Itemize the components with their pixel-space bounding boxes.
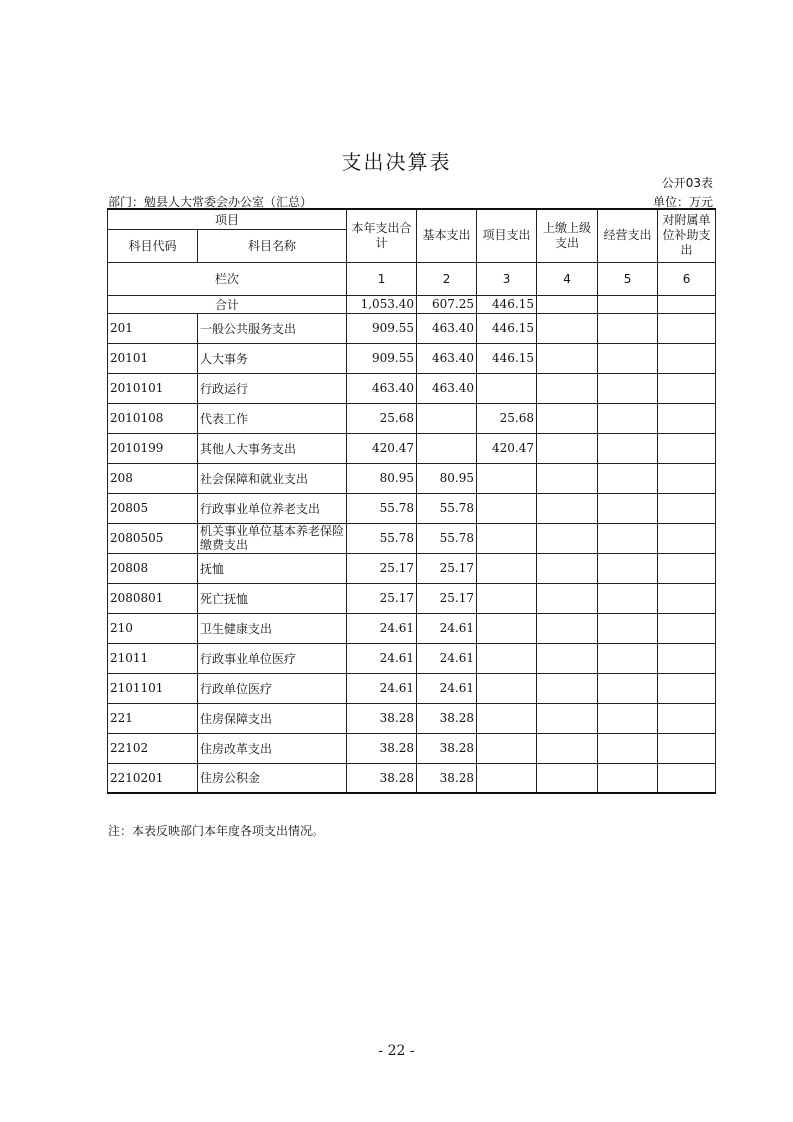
row-empty-cell (537, 343, 598, 373)
table-row (108, 703, 716, 733)
row-empty-cell (658, 703, 716, 733)
col-num-5: 5 (598, 262, 658, 295)
row-project (477, 643, 537, 673)
row-basic: 38.28 (417, 733, 477, 763)
row-project (477, 613, 537, 643)
row-total: 55.78 (347, 493, 417, 523)
row-total: 38.28 (347, 763, 417, 793)
row-empty-cell (537, 673, 598, 703)
header-item: 项目 (108, 209, 347, 229)
row-empty-cell (658, 583, 716, 613)
row-name: 卫生健康支出 (198, 613, 347, 643)
row-empty-cell (598, 763, 658, 793)
row-empty-cell (658, 523, 716, 553)
row-empty-cell (537, 493, 598, 523)
row-total: 38.28 (347, 703, 417, 733)
row-empty-cell (598, 373, 658, 403)
row-empty-cell (658, 343, 716, 373)
row-empty-cell (598, 553, 658, 583)
row-empty-cell (537, 313, 598, 343)
page-number: - 22 - (378, 1043, 415, 1059)
row-name: 死亡抚恤 (198, 583, 347, 613)
row-project: 446.15 (477, 313, 537, 343)
total-total: 1,053.40 (347, 295, 417, 313)
footnote: 注：本表反映部门本年度各项支出情况。 (108, 824, 325, 838)
row-empty-cell (598, 643, 658, 673)
table-row (108, 673, 716, 703)
row-code: 201 (108, 313, 198, 343)
row-project (477, 553, 537, 583)
row-empty-cell (658, 673, 716, 703)
col-num-6: 6 (658, 262, 716, 295)
row-code: 210 (108, 613, 198, 643)
row-project (477, 523, 537, 553)
table-row (108, 613, 716, 643)
row-code: 2210201 (108, 763, 198, 793)
row-name: 住房公积金 (198, 763, 347, 793)
header-code: 科目代码 (108, 229, 198, 262)
table-row (108, 403, 716, 433)
row-empty-cell (598, 523, 658, 553)
total-basic: 607.25 (417, 295, 477, 313)
table-row (108, 523, 716, 553)
row-empty-cell (598, 343, 658, 373)
row-empty-cell (658, 763, 716, 793)
row-total: 463.40 (347, 373, 417, 403)
row-name: 其他人大事务支出 (198, 433, 347, 463)
row-empty-cell (658, 463, 716, 493)
col-num-1: 1 (347, 262, 417, 295)
row-project (477, 373, 537, 403)
row-code: 2080505 (108, 523, 198, 553)
row-project (477, 703, 537, 733)
row-empty-cell (537, 703, 598, 733)
header-lanci: 栏次 (108, 262, 347, 295)
row-empty-cell (537, 433, 598, 463)
row-empty-cell (598, 313, 658, 343)
row-basic: 55.78 (417, 523, 477, 553)
row-code: 22102 (108, 733, 198, 763)
row-code: 20808 (108, 553, 198, 583)
row-empty-cell (598, 493, 658, 523)
table-row (108, 583, 716, 613)
row-empty-cell (598, 463, 658, 493)
table-row (108, 373, 716, 403)
row-basic: 24.61 (417, 673, 477, 703)
row-name: 行政单位医疗 (198, 673, 347, 703)
row-total: 909.55 (347, 313, 417, 343)
row-name: 代表工作 (198, 403, 347, 433)
row-empty-cell (598, 403, 658, 433)
row-name: 行政事业单位养老支出 (198, 493, 347, 523)
header-name: 科目名称 (198, 229, 347, 262)
page-title: 支出决算表 (341, 150, 452, 174)
row-project (477, 463, 537, 493)
table-row (108, 433, 716, 463)
row-name: 人大事务 (198, 343, 347, 373)
row-total: 80.95 (347, 463, 417, 493)
row-project (477, 763, 537, 793)
row-empty-cell (658, 313, 716, 343)
row-name: 住房改革支出 (198, 733, 347, 763)
row-code: 221 (108, 703, 198, 733)
row-code: 2080801 (108, 583, 198, 613)
row-total: 25.17 (347, 583, 417, 613)
total-label: 合计 (108, 295, 347, 313)
row-total: 38.28 (347, 733, 417, 763)
row-total: 55.78 (347, 523, 417, 553)
table-row (108, 733, 716, 763)
table-row (108, 343, 716, 373)
row-name: 行政运行 (198, 373, 347, 403)
row-empty-cell (658, 613, 716, 643)
total-row (108, 295, 716, 313)
row-empty-cell (537, 763, 598, 793)
row-basic (417, 403, 477, 433)
row-basic: 38.28 (417, 763, 477, 793)
form-number: 公开03表 (661, 176, 713, 190)
row-empty-cell (598, 703, 658, 733)
total-project: 446.15 (477, 295, 537, 313)
col-num-4: 4 (537, 262, 598, 295)
row-total: 25.17 (347, 553, 417, 583)
row-empty-cell (658, 433, 716, 463)
row-basic: 463.40 (417, 313, 477, 343)
row-project (477, 673, 537, 703)
row-basic (417, 433, 477, 463)
row-total: 909.55 (347, 343, 417, 373)
row-project (477, 733, 537, 763)
expenditure-table (107, 208, 716, 794)
row-project: 446.15 (477, 343, 537, 373)
row-basic: 24.61 (417, 613, 477, 643)
department-label: 部门：勉县人大常委会办公室（汇总） (108, 195, 313, 209)
row-project: 25.68 (477, 403, 537, 433)
row-project: 420.47 (477, 433, 537, 463)
header-project: 项目支出 (477, 209, 537, 262)
row-name: 社会保障和就业支出 (198, 463, 347, 493)
row-empty-cell (598, 613, 658, 643)
row-code: 21011 (108, 643, 198, 673)
row-basic: 463.40 (417, 373, 477, 403)
row-empty-cell (537, 463, 598, 493)
table-row (108, 553, 716, 583)
header-upper: 上缴上级支出 (537, 209, 598, 262)
row-empty-cell (658, 493, 716, 523)
header-subsidy: 对附属单位补助支出 (658, 209, 716, 262)
row-empty-cell (658, 733, 716, 763)
row-name: 机关事业单位基本养老保险缴费支出 (198, 523, 347, 553)
table-row (108, 643, 716, 673)
row-empty-cell (658, 403, 716, 433)
row-code: 2010108 (108, 403, 198, 433)
row-code: 20805 (108, 493, 198, 523)
row-name: 住房保障支出 (198, 703, 347, 733)
row-empty-cell (537, 643, 598, 673)
table-row (108, 463, 716, 493)
row-code: 208 (108, 463, 198, 493)
row-empty-cell (537, 403, 598, 433)
header-total: 本年支出合计 (347, 209, 417, 262)
row-code: 2010101 (108, 373, 198, 403)
row-empty-cell (658, 643, 716, 673)
row-total: 25.68 (347, 403, 417, 433)
row-empty-cell (537, 553, 598, 583)
row-empty-cell (658, 553, 716, 583)
row-empty-cell (658, 373, 716, 403)
row-basic: 24.61 (417, 643, 477, 673)
row-empty-cell (598, 433, 658, 463)
row-total: 24.61 (347, 673, 417, 703)
col-num-3: 3 (477, 262, 537, 295)
row-empty-cell (598, 583, 658, 613)
table-row (108, 493, 716, 523)
row-code: 20101 (108, 343, 198, 373)
row-basic: 463.40 (417, 343, 477, 373)
row-empty-cell (537, 613, 598, 643)
row-empty-cell (598, 733, 658, 763)
row-empty-cell (598, 673, 658, 703)
row-project (477, 583, 537, 613)
header-basic: 基本支出 (417, 209, 477, 262)
col-num-2: 2 (417, 262, 477, 295)
row-basic: 55.78 (417, 493, 477, 523)
row-empty-cell (537, 583, 598, 613)
row-empty-cell (537, 373, 598, 403)
table-row (108, 763, 716, 793)
row-code: 2101101 (108, 673, 198, 703)
row-basic: 38.28 (417, 703, 477, 733)
row-code: 2010199 (108, 433, 198, 463)
row-project (477, 493, 537, 523)
row-total: 24.61 (347, 613, 417, 643)
row-total: 24.61 (347, 643, 417, 673)
row-name: 一般公共服务支出 (198, 313, 347, 343)
row-basic: 25.17 (417, 553, 477, 583)
row-total: 420.47 (347, 433, 417, 463)
row-basic: 80.95 (417, 463, 477, 493)
row-empty-cell (537, 523, 598, 553)
row-basic: 25.17 (417, 583, 477, 613)
header-business: 经营支出 (598, 209, 658, 262)
table-row (108, 313, 716, 343)
row-name: 抚恤 (198, 553, 347, 583)
unit-label: 单位：万元 (652, 195, 713, 209)
row-name: 行政事业单位医疗 (198, 643, 347, 673)
row-empty-cell (537, 733, 598, 763)
